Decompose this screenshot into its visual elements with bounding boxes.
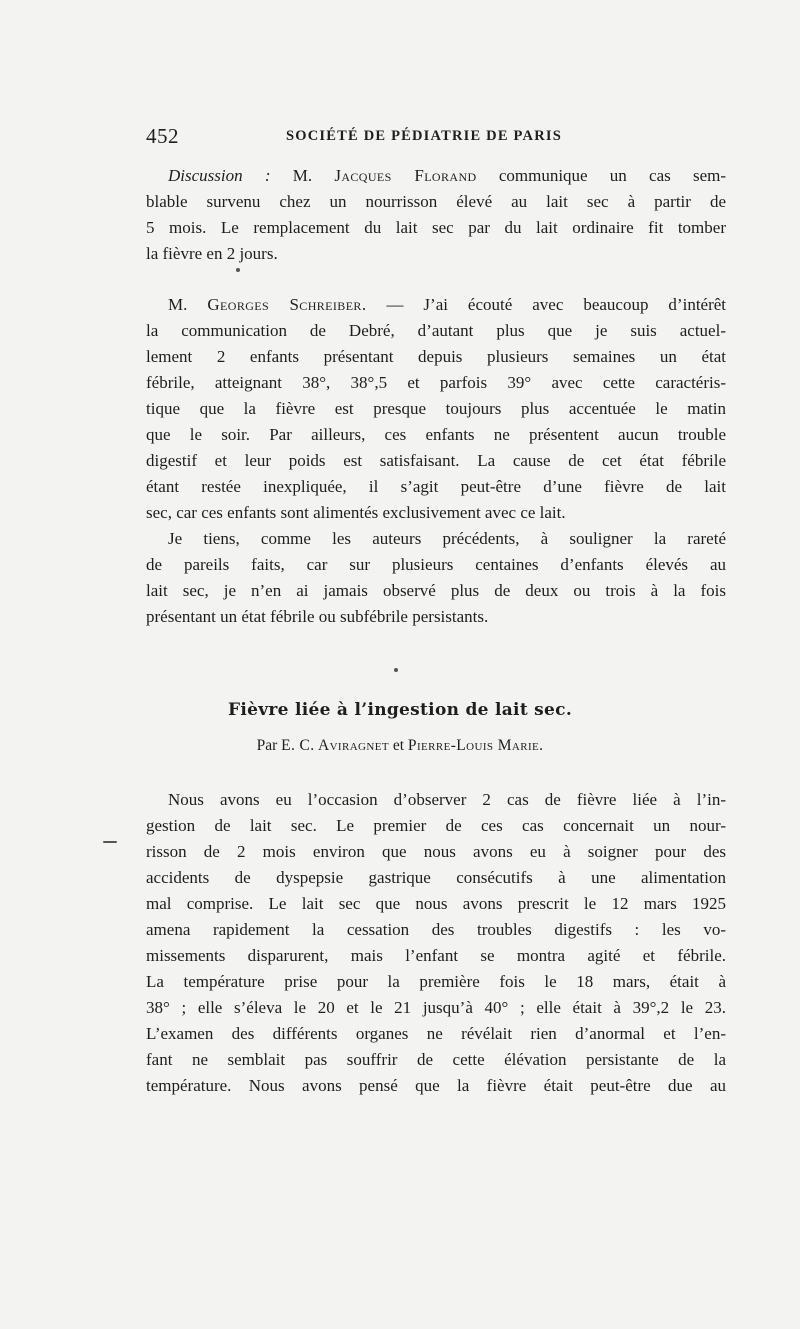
text-line: amena rapidement la cessation des troubles digestifs : les vo- (146, 920, 726, 939)
scan-speck (394, 668, 398, 672)
text-line: — J’ai écouté avec beaucoup d’intérêt (386, 295, 727, 314)
text-line: accidents de dyspepsie gastrique consécutifs à une alimentation (146, 868, 726, 887)
discussion-first-line (168, 163, 726, 189)
speaker-prefix: M. (292, 166, 313, 185)
text-line: fant ne semblait pas souffrir de cette élévation persistante de la (146, 1050, 726, 1069)
text-line: mal comprise. Le lait sec que nous avons prescrit le 12 mars 1925 (146, 894, 726, 913)
page-number: 452 (146, 124, 179, 148)
text-line: lement 2 enfants présentant depuis plusieurs semaines un état (146, 347, 726, 366)
text-line: L’examen des différents organes ne révélait rien d’anormal et l’en- (146, 1024, 726, 1043)
author-marie: Pierre-Louis Marie. (407, 737, 544, 754)
text-line: présentant un état fébrile ou subfébrile persistants. (146, 607, 489, 626)
text-line: tique que la fièvre est presque toujours plus accentuée le matin (146, 399, 726, 418)
text-line: Nous avons eu l’occasion d’observer 2 cas de fièvre liée à l’in- (168, 790, 726, 809)
text-line: sec, car ces enfants sont alimentés exclusivement avec ce lait. (146, 503, 566, 522)
speaker-name: Jacques Florand (334, 166, 477, 185)
text-line: étant restée inexpliquée, il s’agit peut-être d’une fièvre de lait (146, 477, 726, 496)
schreiber-first-line (168, 292, 726, 318)
speaker-name: Georges Schreiber. (207, 295, 367, 314)
text-line: missements disparurent, mais l’enfant se montra agité et fébrile. (146, 946, 726, 965)
page-header (146, 124, 726, 150)
text-line: Je tiens, comme les auteurs précédents, à souligner la rareté (168, 529, 726, 548)
text-line: lait sec, je n’en ai jamais observé plus de deux ou trois à la fois (146, 581, 726, 600)
byline-and: et (392, 737, 405, 754)
speaker-prefix: M. (168, 295, 188, 314)
text-line: de pareils faits, car sur plusieurs centaines d’enfants élevés au (146, 555, 726, 574)
text-line: La température prise pour la première fois le 18 mars, était à (146, 972, 726, 991)
article-byline (0, 737, 800, 755)
text-line: 38° ; elle s’éleva le 20 et le 21 jusqu’à 40° ; elle était à 39°,2 le 23. (146, 998, 726, 1017)
text-line: température. Nous avons pensé que la fièvre était peut-être due au (146, 1076, 726, 1095)
text-line: digestif et leur poids est satisfaisant. La cause de cet état fébrile (146, 451, 726, 470)
scan-speck (236, 268, 240, 272)
article-title: Fièvre liée à l’ingestion de lait sec. (227, 700, 573, 720)
text-line: risson de 2 mois environ que nous avons eu à soigner pour des (146, 842, 726, 861)
text-line: fébrile, atteignant 38°, 38°,5 et parfois 39° avec cette caractéris- (146, 373, 726, 392)
text-line: gestion de lait sec. Le premier de ces cas concernait un nour- (146, 816, 726, 835)
text-line: la communication de Debré, d’autant plus que je suis actuel- (146, 321, 726, 340)
text-line: que le soir. Par ailleurs, ces enfants ne présentent aucun trouble (146, 425, 726, 444)
author-aviragnet: E. C. Aviragnet (281, 737, 389, 754)
text-line: la fièvre en 2 jours. (146, 244, 278, 263)
byline-prefix: Par (256, 737, 278, 754)
discussion-label: Discussion : (168, 166, 271, 185)
text-line: 5 mois. Le remplacement du lait sec par du lait ordinaire fit tomber (146, 218, 726, 237)
text-line: blable survenu chez un nourrisson élevé au lait sec à partir de (146, 192, 726, 211)
text-line: communique un cas sem- (498, 166, 726, 185)
running-title: SOCIÉTÉ DE PÉDIATRIE DE PARIS (286, 128, 562, 144)
scan-mark (103, 841, 117, 843)
